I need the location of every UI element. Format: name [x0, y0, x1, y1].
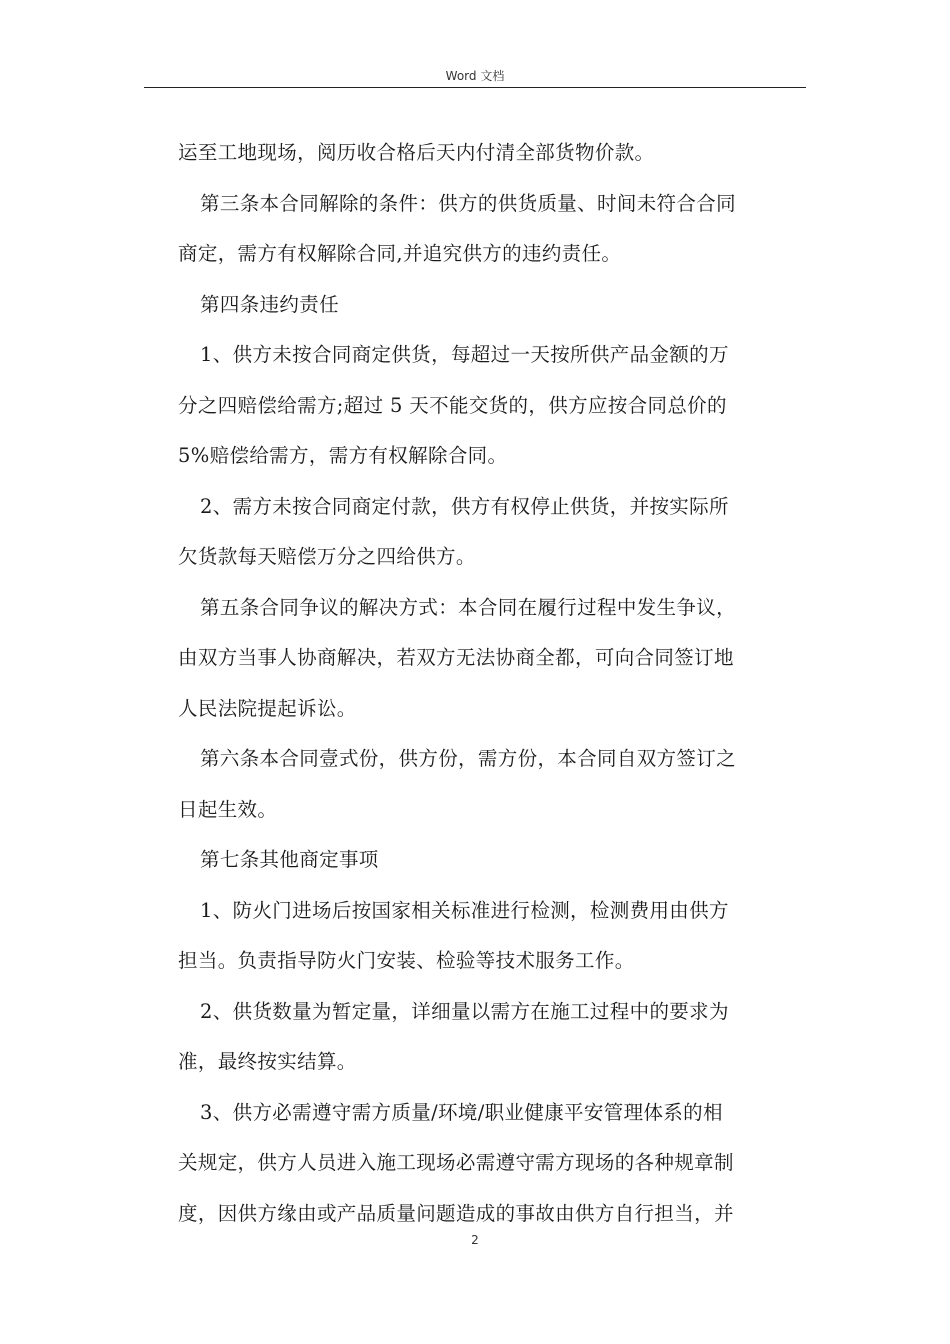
body-line: 2、需方未按合同商定付款，供方有权停止供货，并按实际所 — [200, 494, 729, 518]
body-line: 5%赔偿给需方，需方有权解除合同。 — [178, 444, 508, 467]
body-line: 由双方当事人协商解决，若双方无法协商全都，可向合同签订地 — [178, 646, 734, 669]
body-line: 第四条违约责任 — [200, 292, 339, 316]
header-divider — [144, 87, 806, 88]
body-line: 第七条其他商定事项 — [200, 848, 379, 871]
body-line: 担当。负责指导防火门安装、检验等技术服务工作。 — [178, 949, 635, 972]
body-line: 2、供货数量为暂定量，详细量以需方在施工过程中的要求为 — [200, 999, 729, 1023]
body-line: 欠货款每天赔偿万分之四给供方。 — [178, 545, 476, 568]
body-line: 人民法院提起诉讼。 — [178, 696, 357, 720]
body-line: 商定，需方有权解除合同,并追究供方的违约责任。 — [178, 242, 622, 265]
document-body — [178, 128, 808, 1239]
body-line: 分之四赔偿给需方;超过 5 天不能交货的，供方应按合同总价的 — [178, 393, 727, 417]
body-line: 第三条本合同解除的条件：供方的供货质量、时间未符合合同 — [200, 191, 736, 215]
body-line: 第六条本合同壹式份，供方份，需方份，本合同自双方签订之 — [200, 747, 736, 770]
body-line: 关规定，供方人员进入施工现场必需遵守需方现场的各种规章制 — [178, 1151, 734, 1174]
body-line: 1、供方未按合同商定供货，每超过一天按所供产品金额的万 — [200, 343, 729, 366]
body-line: 度，因供方缘由或产品质量问题造成的事故由供方自行担当，并 — [178, 1201, 734, 1225]
body-line: 第五条合同争议的解决方式：本合同在履行过程中发生争议， — [200, 595, 736, 619]
body-line: 1、防火门进场后按国家相关标准进行检测，检测费用由供方 — [200, 898, 729, 922]
body-line: 日起生效。 — [178, 797, 278, 821]
page-number: 2 — [471, 1233, 479, 1247]
body-line: 运至工地现场，阅历收合格后天内付清全部货物价款。 — [178, 141, 655, 164]
body-line: 准，最终按实结算。 — [178, 1050, 357, 1073]
page-header-title: Word 文档 — [445, 69, 505, 83]
body-line: 3、供方必需遵守需方质量/环境/职业健康平安管理体系的相 — [200, 1100, 723, 1124]
